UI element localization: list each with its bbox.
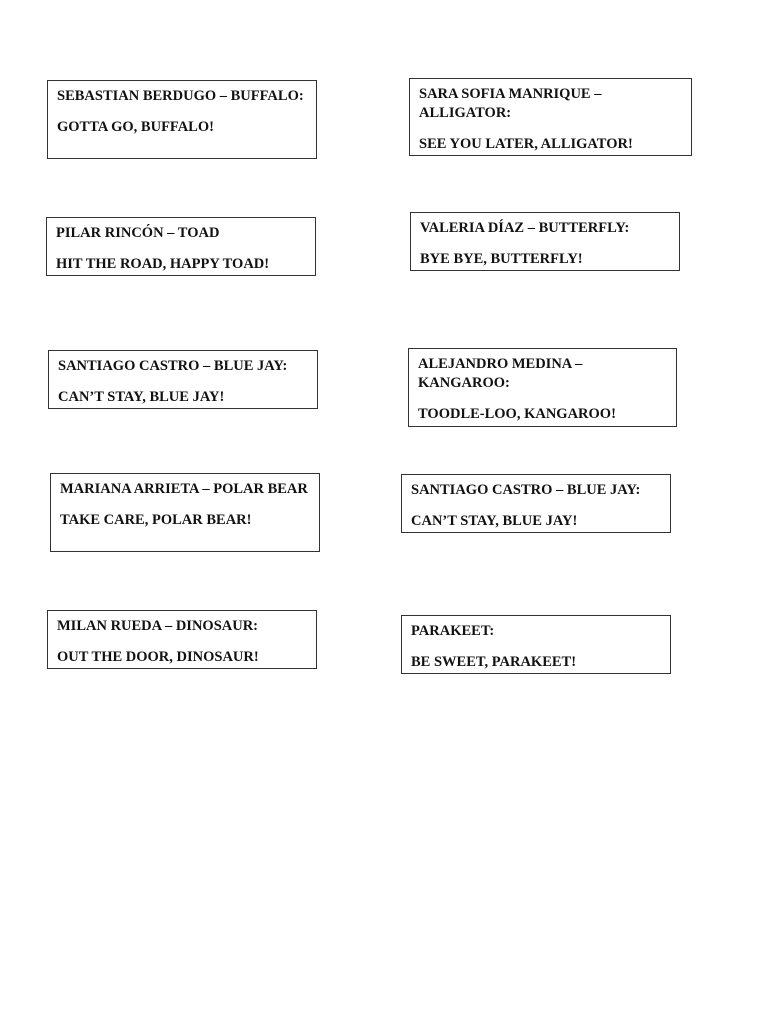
card-phrase: SEE YOU LATER, ALLIGATOR! [419, 136, 633, 152]
card-butterfly [410, 212, 680, 271]
card-polar-bear [50, 473, 320, 552]
card-phrase: GOTTA GO, BUFFALO! [57, 119, 214, 135]
card-name: MARIANA ARRIETA – POLAR BEAR [60, 481, 308, 497]
card-name: PARAKEET: [411, 623, 495, 639]
card-name: SANTIAGO CASTRO – BLUE JAY: [411, 482, 641, 498]
card-toad [46, 217, 316, 276]
card-phrase: BE SWEET, PARAKEET! [411, 654, 577, 670]
card-name: MILAN RUEDA – DINOSAUR: [57, 618, 258, 634]
card-phrase: CAN’T STAY, BLUE JAY! [411, 513, 578, 529]
card-dinosaur [47, 610, 317, 669]
card-name: SEBASTIAN BERDUGO – BUFFALO: [57, 88, 304, 104]
card-name: ALEJANDRO MEDINA – KANGAROO: [418, 356, 583, 391]
card-blue-jay-2 [401, 474, 671, 533]
card-parakeet [401, 615, 671, 674]
card-kangaroo [408, 348, 677, 427]
card-name: VALERIA DÍAZ – BUTTERFLY: [420, 220, 630, 236]
card-phrase: OUT THE DOOR, DINOSAUR! [57, 649, 259, 665]
card-phrase: TAKE CARE, POLAR BEAR! [60, 512, 252, 528]
card-phrase: TOODLE-LOO, KANGAROO! [418, 406, 616, 422]
card-phrase: BYE BYE, BUTTERFLY! [420, 251, 583, 267]
card-phrase: CAN’T STAY, BLUE JAY! [58, 389, 225, 405]
card-buffalo [47, 80, 317, 159]
card-blue-jay [48, 350, 318, 409]
card-alligator [409, 78, 692, 156]
card-phrase: HIT THE ROAD, HAPPY TOAD! [56, 256, 270, 272]
card-name: PILAR RINCÓN – TOAD [56, 225, 220, 241]
card-name: SARA SOFIA MANRIQUE – ALLIGATOR: [419, 86, 602, 121]
card-name: SANTIAGO CASTRO – BLUE JAY: [58, 358, 288, 374]
